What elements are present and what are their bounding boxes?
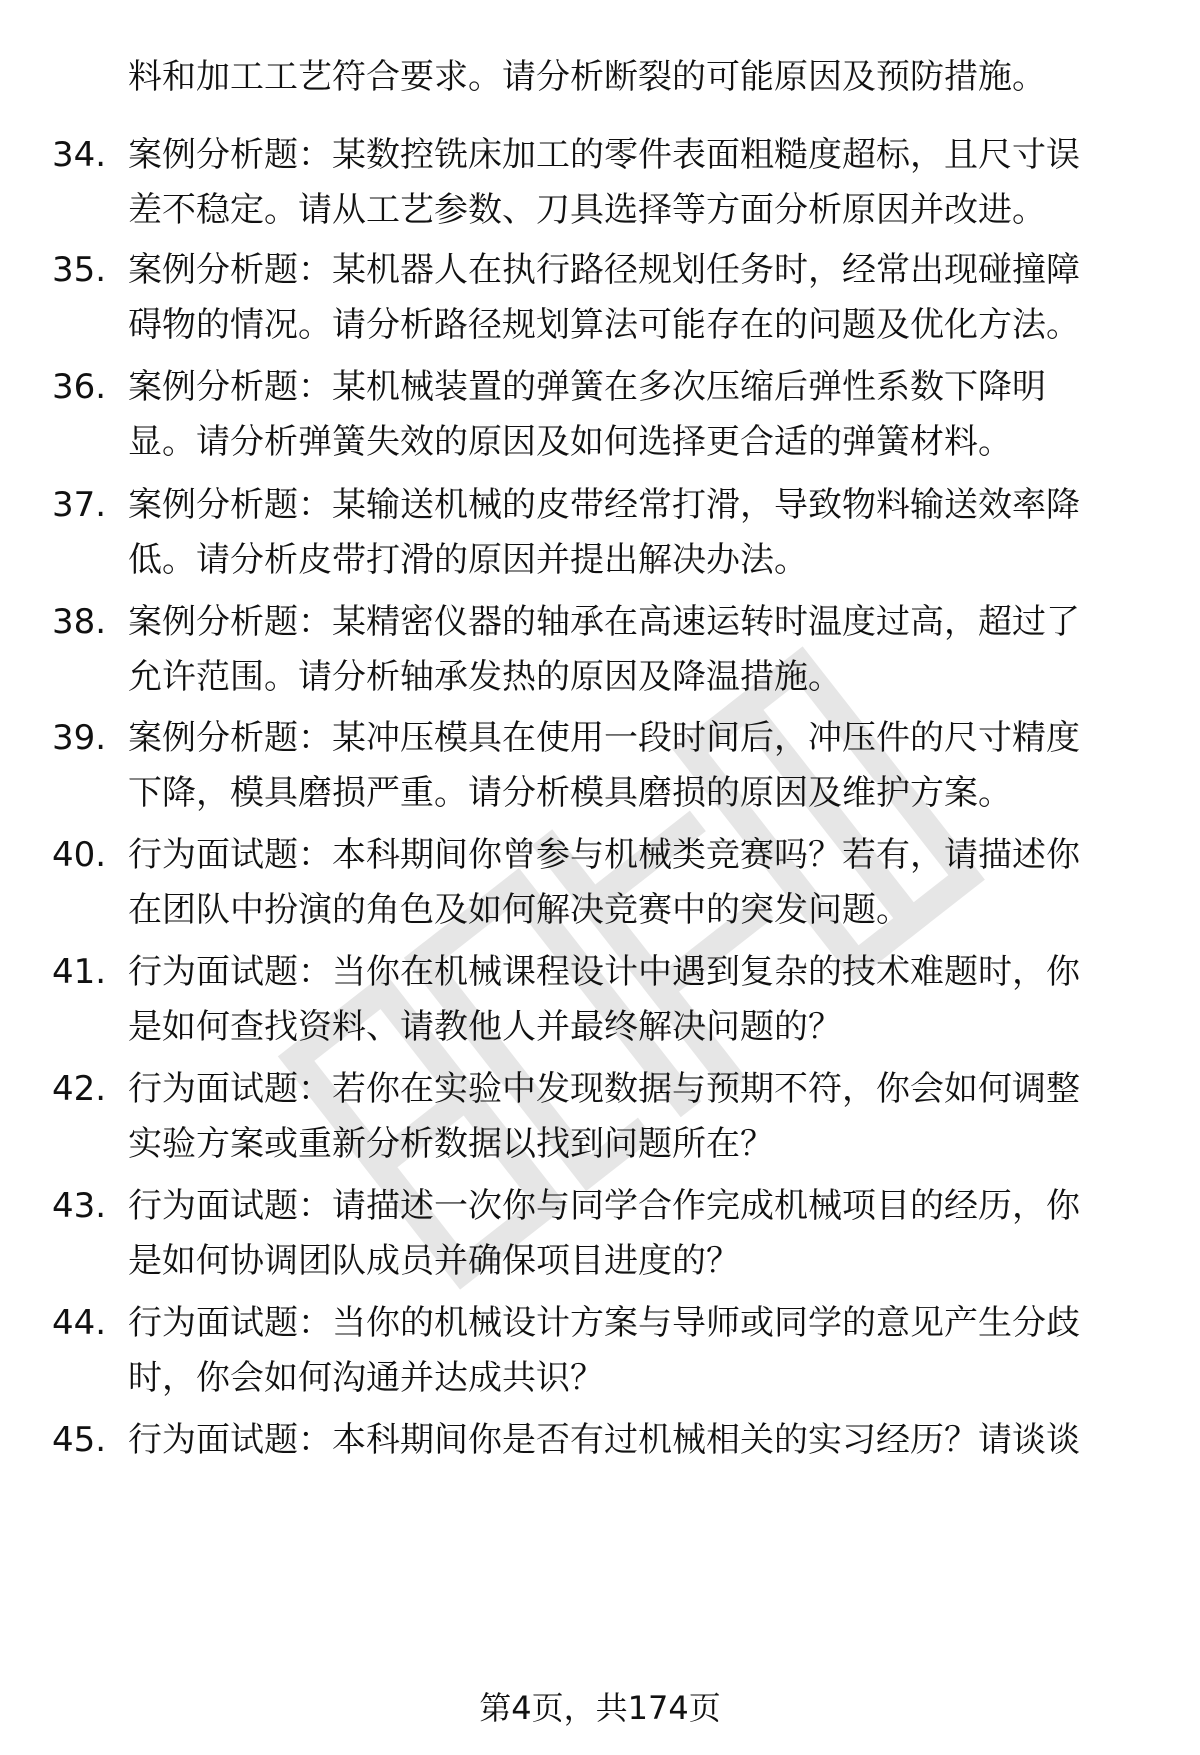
question-number: 43. [52,1186,107,1226]
question-text-line: 差不稳定。请从工艺参数、刀具选择等方面分析原因并改进。 [128,190,1046,230]
question-number: 41. [52,952,107,992]
question-number: 34. [52,135,107,175]
question-text-line: 行为面试题：本科期间你曾参与机械类竞赛吗？若有，请描述你 [128,835,1080,875]
question-number: 37. [52,485,107,525]
question-text-line: 行为面试题：请描述一次你与同学合作完成机械项目的经历，你 [128,1186,1080,1226]
question-text-line: 允许范围。请分析轴承发热的原因及降温措施。 [128,657,842,697]
question-item [52,130,1152,240]
question-text-line: 案例分析题：某数控铣床加工的零件表面粗糙度超标，且尺寸误 [128,135,1080,175]
question-item [52,597,1152,707]
question-item [52,1415,1152,1470]
question-text-line: 案例分析题：某精密仪器的轴承在高速运转时温度过高，超过了 [128,602,1080,642]
question-item [52,245,1152,355]
question-text-line: 案例分析题：某输送机械的皮带经常打滑，导致物料输送效率降 [128,485,1080,525]
question-text-line: 行为面试题：若你在实验中发现数据与预期不符，你会如何调整 [128,1069,1080,1109]
question-text-line: 行为面试题：当你在机械课程设计中遇到复杂的技术难题时，你 [128,952,1080,992]
question-text-line: 实验方案或重新分析数据以找到问题所在？ [128,1124,774,1164]
question-number: 40. [52,835,107,875]
question-text-line: 显。请分析弹簧失效的原因及如何选择更合适的弹簧材料。 [128,422,1012,462]
question-item [52,1064,1152,1174]
question-number: 36. [52,367,107,407]
question-number: 45. [52,1420,107,1460]
question-text-line: 是如何查找资料、请教他人并最终解决问题的？ [128,1007,842,1047]
question-item [52,830,1152,940]
question-text-line: 时，你会如何沟通并达成共识？ [128,1358,604,1398]
question-number: 42. [52,1069,107,1109]
question-number: 38. [52,602,107,642]
question-text-line: 碍物的情况。请分析路径规划算法可能存在的问题及优化方法。 [128,305,1080,345]
question-item [52,1181,1152,1291]
page-footer: 第4页，共174页 [479,1689,721,1727]
question-continuation [52,52,1152,107]
question-text-line: 案例分析题：某冲压模具在使用一段时间后，冲压件的尺寸精度 [128,718,1080,758]
question-item [52,947,1152,1057]
question-item [52,480,1152,590]
question-text-line: 料和加工工艺符合要求。请分析断裂的可能原因及预防措施。 [128,57,1046,97]
question-number: 39. [52,718,107,758]
question-text-line: 案例分析题：某机械装置的弹簧在多次压缩后弹性系数下降明 [128,367,1046,407]
question-text-line: 案例分析题：某机器人在执行路径规划任务时，经常出现碰撞障 [128,250,1080,290]
question-text-line: 行为面试题：本科期间你是否有过机械相关的实习经历？请谈谈 [128,1420,1080,1460]
question-number: 35. [52,250,107,290]
question-item [52,1298,1152,1408]
question-text-line: 是如何协调团队成员并确保项目进度的？ [128,1241,740,1281]
question-text-line: 行为面试题：当你的机械设计方案与导师或同学的意见产生分歧 [128,1303,1080,1343]
question-text-line: 下降，模具磨损严重。请分析模具磨损的原因及维护方案。 [128,773,1012,813]
question-text-line: 在团队中扮演的角色及如何解决竞赛中的突发问题。 [128,890,910,930]
question-item [52,713,1152,823]
question-item [52,362,1152,472]
question-text-line: 低。请分析皮带打滑的原因并提出解决办法。 [128,540,808,580]
question-number: 44. [52,1303,107,1343]
